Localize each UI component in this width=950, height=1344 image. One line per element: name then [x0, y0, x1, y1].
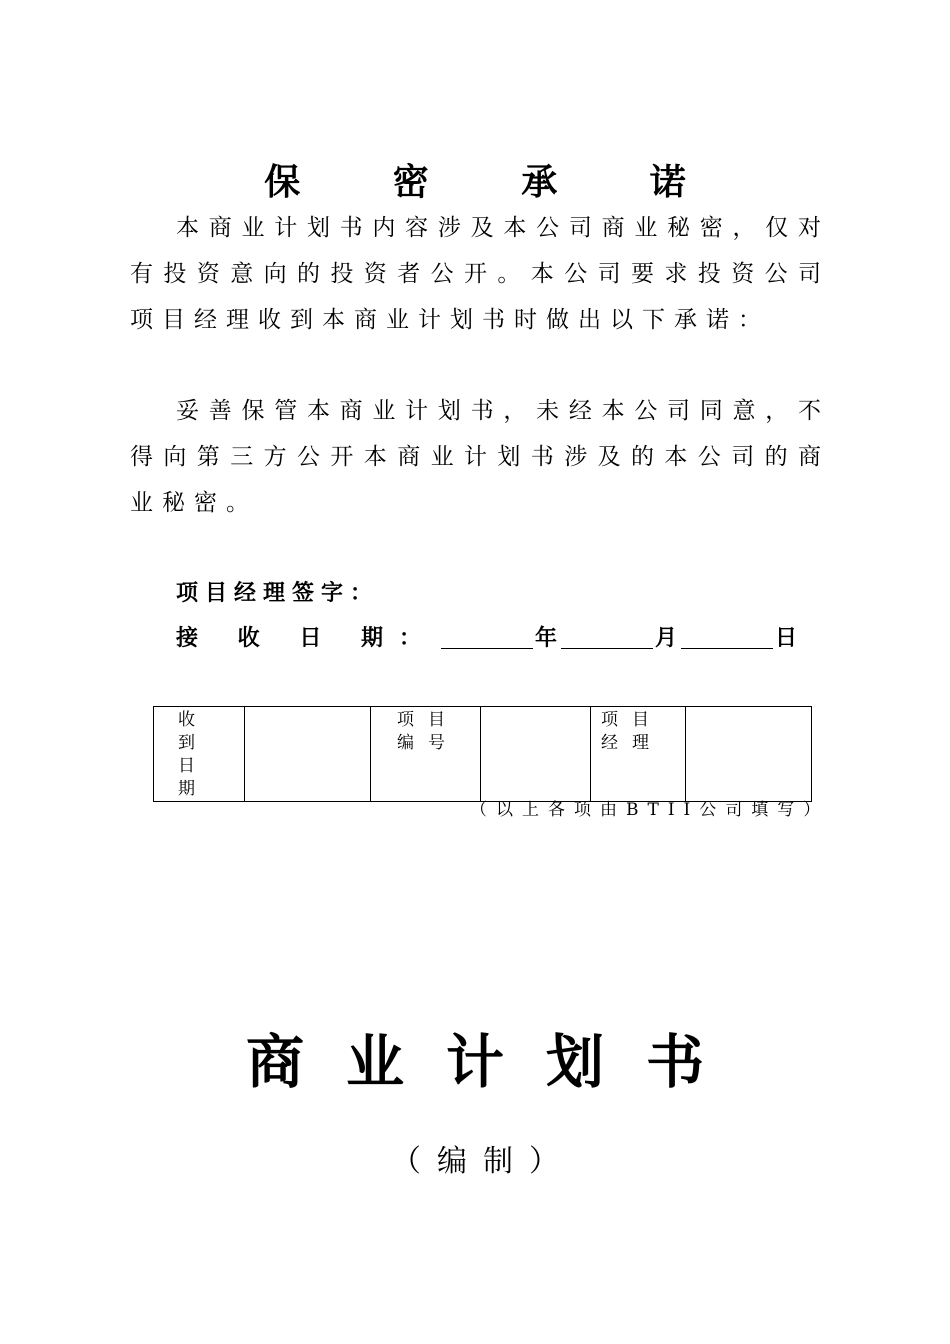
year-label: 年: [534, 625, 557, 651]
received-date-header: [154, 707, 245, 802]
received-date-label: 收到日期: [178, 710, 195, 799]
confidentiality-paragraph-1: 本商业计划书内容涉及本公司商业秘密，仅对有投资意向的投资者公开。本公司要求投资公司项目经理收到本商业计划书时做出以下承诺：: [130, 215, 830, 333]
day-label: 日: [775, 625, 798, 651]
table-note: （以上各项由BTII公司填写）: [470, 800, 830, 820]
receive-date-label: 接 收 日 期：: [176, 625, 437, 651]
confidentiality-paragraph-2: 妥善保管本商业计划书，未经本公司同意，不得向第三方公开本商业计划书涉及的本公司的商业秘密。: [130, 398, 830, 516]
month-label: 月: [655, 625, 678, 651]
project-manager-header: [591, 707, 686, 802]
cover-title: 商业计划书: [245, 1028, 746, 1096]
project-number-value-cell[interactable]: [481, 707, 591, 802]
table-row: [154, 707, 812, 802]
confidentiality-title: 保 密 承 诺: [264, 161, 726, 203]
month-blank[interactable]: [561, 624, 653, 649]
project-number-label: 项目 编号: [397, 710, 459, 753]
project-number-header: [371, 707, 481, 802]
year-blank[interactable]: [441, 624, 533, 649]
cover-subtitle: （编制）: [391, 1144, 575, 1179]
info-table: [153, 706, 812, 802]
day-blank[interactable]: [681, 624, 773, 649]
manager-signature-label: 项目经理签字：: [176, 580, 380, 606]
received-date-value-cell[interactable]: [245, 707, 371, 802]
receive-date-line: [176, 623, 797, 653]
project-manager-label: 项目 经理: [601, 710, 663, 753]
project-manager-value-cell[interactable]: [686, 707, 812, 802]
